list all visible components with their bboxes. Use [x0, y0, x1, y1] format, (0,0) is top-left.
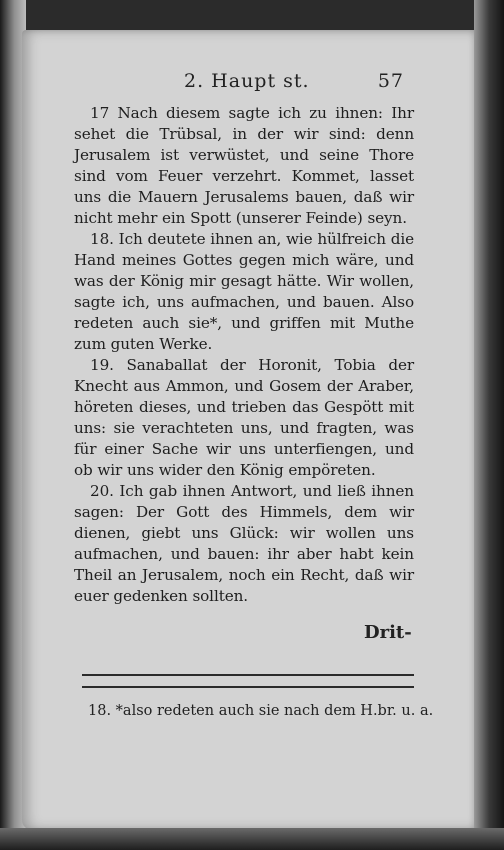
verse-19: 19. Sanaballat der Horonit, Tobia der Knecht aus Ammon, und Gosem der Araber, höreten dieses, und trieben das Gespött mit uns: sie verachteten uns, und fragten, was für einer Sache wir uns unterfiengen, und ob wir uns wider den König empöreten.: [74, 356, 414, 479]
footnote: 18. *also redeten auch sie nach dem H.br. u. a.: [88, 703, 434, 719]
chapter-title: 2. Haupt st.: [184, 70, 310, 92]
page-number: 57: [377, 70, 404, 92]
footnote-rule-bottom: [82, 686, 414, 688]
verse-17: 17 Nach diesem sagte ich zu ihnen: Ihr sehet die Trübsal, in der wir sind: denn Jerusalem ist verwüstet, und seine Thore sind vom Feuer verzehrt. Kommet, lasset uns die Mauern Jerusalems bauen, daß wir nicht mehr ein Spott (unserer Feinde) seyn.: [74, 104, 414, 227]
verse-18: 18. Ich deutete ihnen an, wie hülfreich die Hand meines Gottes gegen mich wäre, und was der König mir gesagt hätte. Wir wollen, sagte ich, uns aufmachen, und bauen. Also redeten auch sie*, und griffen mit Muthe zum guten Werke.: [74, 230, 414, 353]
footnote-rule-top: [82, 674, 414, 676]
running-header: [74, 70, 404, 94]
right-page-edge: [474, 0, 504, 850]
verse-20: 20. Ich gab ihnen Antwort, und ließ ihnen sagen: Der Gott des Himmels, dem wir dienen, giebt uns Glück: wir wollen uns aufmachen, und bauen: ihr aber habt kein Theil an Jerusalem, noch ein Recht, daß wir euer gedenken sollten.: [74, 482, 414, 605]
body-text: [74, 103, 414, 607]
catchword: Drit-: [364, 622, 412, 643]
bottom-shadow: [0, 828, 504, 850]
